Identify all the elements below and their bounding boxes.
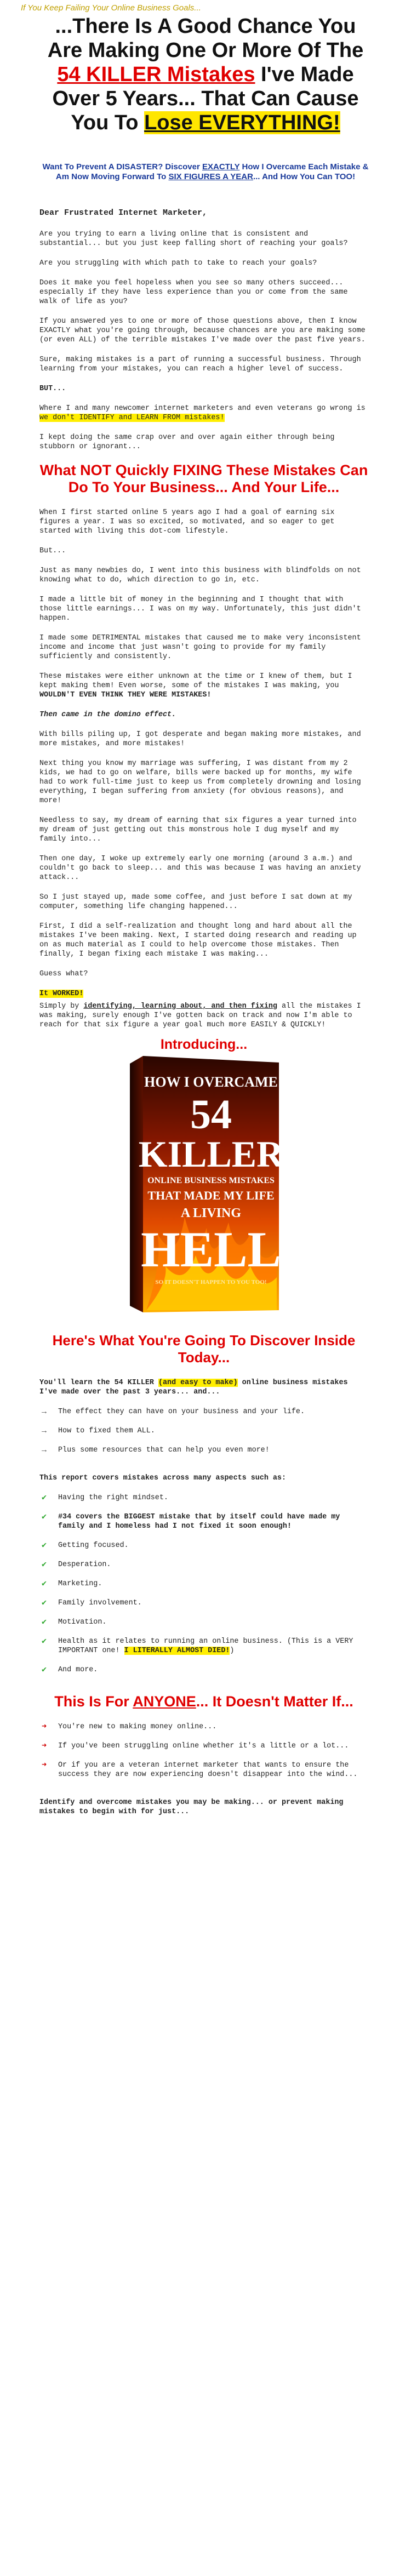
cover-title-line-6: A LIVING xyxy=(180,1206,242,1220)
paragraph: This report covers mistakes across many aspects such as: xyxy=(39,1474,286,1482)
cover-hell: HELL xyxy=(141,1221,281,1277)
list-item xyxy=(39,1426,368,1436)
paragraph: Are you trying to earn a living online that is consistent and substantial... but you just keep falling short of reaching your goals? xyxy=(39,230,348,248)
paragraph: First, I did a self-realization and thought long and hard about all the mistakes I've been making. Next, I started doing research and reading up on as much material as I could to help overcome those mistakes. Then finally, I began fixing each mistake I was making... xyxy=(39,922,357,958)
introducing-heading: Introducing... xyxy=(160,1037,248,1052)
list-item-text: How to fixed them ALL. xyxy=(58,1427,155,1435)
list-item-text: Or if you are a veteran internet marketer that wants to ensure the success they are now experiencing doesn't disappear into the wind... xyxy=(58,1761,358,1779)
list-item xyxy=(39,1618,368,1627)
audience-list xyxy=(39,1722,368,1779)
paragraph: But... xyxy=(39,547,66,555)
highlight-text: (and easy to make) xyxy=(158,1379,238,1387)
red-arrow-icon: ➜ xyxy=(42,1761,47,1770)
cover-tagline: SO IT DOESN'T HAPPEN TO YOU TOO! xyxy=(155,1279,267,1286)
headline-line-2: Are Making One Or More Of The xyxy=(47,39,364,62)
red-arrow-icon: ➜ xyxy=(42,1722,47,1732)
paragraph: Needless to say, my dream of earning that six figures a year turned into my dream of just getting out this monstrous hole I dug myself and my family into... xyxy=(39,816,357,843)
red-arrow-icon: ➜ xyxy=(42,1741,47,1751)
subhead-part-c: Am Now Moving Forward To xyxy=(55,172,169,181)
benefit-list xyxy=(39,1407,368,1455)
list-item-text: The effect they can have on your business and your life. xyxy=(58,1408,305,1416)
paragraph: So I just stayed up, made some coffee, and just before I sat down at my computer, something life changing happened... xyxy=(39,893,352,911)
list-item-text: Family involvement. xyxy=(58,1599,142,1607)
paragraph: Next thing you know my marriage was suffering, I was distant from my 2 kids, we had to go on welfare, bills were backed up for months, my wife had to work full-time just to keep us from completely drowning and losing everything, I began suffering from anxiety (for obvious reasons), and more! xyxy=(39,759,361,805)
list-item xyxy=(39,1741,368,1751)
cover-title-line-4: ONLINE BUSINESS MISTAKES xyxy=(147,1176,275,1185)
list-item-text: You're new to making money online... xyxy=(58,1723,217,1731)
subheadline xyxy=(5,162,406,182)
underline-text: identifying, learning about, and then fixing xyxy=(83,1002,277,1010)
list-item xyxy=(39,1722,368,1732)
subhead-part-b: How I Overcame Each Mistake & xyxy=(239,162,369,172)
paragraph-text: You'll learn the 54 KILLER xyxy=(39,1379,158,1387)
heading-text: ... It Doesn't Matter If... xyxy=(196,1693,353,1710)
arrow-right-icon: → xyxy=(42,1426,47,1436)
paragraph xyxy=(39,404,368,422)
cover-killer: KILLER xyxy=(138,1133,283,1175)
list-item xyxy=(39,1761,368,1779)
section-heading: What NOT Quickly FIXING These Mistakes Can Do To Your Business... And Your Life... xyxy=(39,462,368,495)
paragraph: Then one day, I woke up extremely early one morning (around 3 a.m.) and couldn't go back to sleep... and this was because I was having an anxiety attack... xyxy=(39,855,361,882)
checkmark-icon: ✔ xyxy=(42,1541,47,1550)
paragraph-text: all the mistakes I was making, surely enough I've gotten back on track and now I'm able to reach for that six figure a year goal much more EASILY & QUICKLY! xyxy=(39,1002,361,1029)
list-item xyxy=(39,1598,368,1608)
subhead-underline-2: SIX FIGURES A YEAR xyxy=(168,172,253,181)
cover-number: 54 xyxy=(190,1092,232,1138)
highlight-text: It WORKED! xyxy=(39,990,84,998)
paragraph: I made a little bit of money in the beginning and I thought that with those little earnings... I was on my way. Unfortunately, this just didn't happen. xyxy=(39,596,361,622)
main-headline xyxy=(0,14,411,135)
subhead-part-d: ... And How You Can TOO! xyxy=(253,172,356,181)
checkmark-icon: ✔ xyxy=(42,1665,47,1675)
list-item-text: ) xyxy=(230,1647,235,1655)
cover-title-line-5: THAT MADE MY LIFE xyxy=(147,1189,275,1202)
ebook-cover-image xyxy=(124,1053,283,1316)
heading-underline: ANYONE xyxy=(133,1693,196,1710)
paragraph: Are you struggling with which path to take to reach your goals? xyxy=(39,259,317,267)
list-item xyxy=(39,1579,368,1589)
letter-body xyxy=(39,208,368,1827)
paragraph: I kept doing the same crap over and over again either through being stubborn or ignorant... xyxy=(39,433,335,451)
paragraph-text: These mistakes were either unknown at the time or I knew of them, but I kept making them! Even worse, some of the mistakes I was making, you xyxy=(39,672,352,690)
list-item xyxy=(39,1446,368,1455)
arrow-right-icon: → xyxy=(42,1407,47,1416)
paragraph: Does it make you feel hopeless when you see so many others succeed... especially if they have less experience than you or come from the same walk of life as you? xyxy=(39,279,348,306)
checkmark-icon: ✔ xyxy=(42,1560,47,1569)
list-item-text: Health as it relates to running an online business. (This is a VERY IMPORTANT one! xyxy=(58,1637,353,1655)
list-item-text: Marketing. xyxy=(58,1580,102,1588)
paragraph: If you answered yes to one or more of those questions above, then I know EXACTLY what you're going through, because chances are you are making some (or even ALL) of the terrible mistakes I've made over the past five years. xyxy=(39,317,366,344)
paragraph: Guess what? xyxy=(39,970,88,978)
section-heading: Here's What You're Going To Discover Inside Today... xyxy=(52,1332,356,1366)
section-heading xyxy=(39,1693,368,1710)
paragraph: Identify and overcome mistakes you may be making... or prevent making mistakes to begin with for just... xyxy=(39,1798,344,1816)
checkmark-icon: ✔ xyxy=(42,1512,47,1522)
greeting: Dear Frustrated Internet Marketer, xyxy=(39,208,208,218)
heading-text: This Is For xyxy=(54,1693,133,1710)
paragraph-text: Where I and many newcomer internet marketers and even veterans go wrong is xyxy=(39,404,366,413)
paragraph-text: online business mistakes I've made over the past 3 years... and... xyxy=(39,1379,348,1396)
subhead-underline-1: EXACTLY xyxy=(202,162,240,172)
topics-list xyxy=(39,1493,368,1675)
headline-line-3-rest: I've Made xyxy=(255,63,354,86)
list-item-text: And more. xyxy=(58,1666,98,1674)
headline-highlight: Lose EVERYTHING! xyxy=(144,111,340,134)
headline-line-3 xyxy=(0,62,411,87)
paragraph xyxy=(39,672,368,700)
paragraph: I made some DETRIMENTAL mistakes that caused me to make very inconsistent income and income that just wasn't going to provide for my family sufficiently and consistently. xyxy=(39,634,361,661)
paragraph: Sure, making mistakes is a part of running a successful business. Through learning from your mistakes, you can reach a higher level of success. xyxy=(39,356,361,373)
paragraph: Just as many newbies do, I went into this business with blindfolds on not knowing what to do, which direction to go in, etc. xyxy=(39,567,361,584)
checkmark-icon: ✔ xyxy=(42,1618,47,1627)
highlight-text: we don't IDENTIFY and LEARN FROM mistakes! xyxy=(39,414,225,422)
list-item-text: Motivation. xyxy=(58,1618,107,1626)
paragraph: When I first started online 5 years ago I had a goal of earning six figures a year. I was so excited, so motivated, and so eager to get started with living this dot-com lifestyle. xyxy=(39,509,335,535)
paragraph xyxy=(39,1378,368,1397)
headline-red-text: 54 KILLER Mistakes xyxy=(57,63,255,86)
checkmark-icon: ✔ xyxy=(42,1637,47,1646)
paragraph: BUT... xyxy=(39,385,66,393)
tagline: If You Keep Failing Your Online Business Goals... xyxy=(21,3,201,13)
list-item-text: Plus some resources that can help you even more! xyxy=(58,1446,270,1454)
arrow-right-icon: → xyxy=(42,1446,47,1455)
list-item xyxy=(39,1493,368,1503)
list-item-text: Desperation. xyxy=(58,1561,111,1569)
list-item xyxy=(39,1560,368,1569)
headline-line-5 xyxy=(0,111,411,135)
subhead-part-a: Want To Prevent A DISASTER? Discover xyxy=(42,162,202,172)
highlight-text: I LITERALLY ALMOST DIED! xyxy=(124,1647,230,1655)
paragraph-text: Simply by xyxy=(39,1002,84,1010)
checkmark-icon: ✔ xyxy=(42,1598,47,1608)
paragraph: With bills piling up, I got desperate and began making more mistakes, and more mistakes, and more mistakes! xyxy=(39,730,361,748)
list-item-text: Getting focused. xyxy=(58,1541,129,1550)
headline-line-4: Over 5 Years... That Can Cause xyxy=(52,87,359,110)
headline-line-5-start: You To xyxy=(71,111,145,134)
list-item xyxy=(39,1407,368,1416)
checkmark-icon: ✔ xyxy=(42,1493,47,1503)
list-item xyxy=(39,1637,368,1655)
headline-line-1: ...There Is A Good Chance You xyxy=(55,15,356,38)
checkmark-icon: ✔ xyxy=(42,1579,47,1589)
paragraph: Then came in the domino effect. xyxy=(39,711,176,719)
bold-text: WOULDN'T EVEN THINK THEY WERE MISTAKES! xyxy=(39,691,212,699)
cover-title-line-1: HOW I OVERCAME xyxy=(144,1074,278,1090)
list-item-text: Having the right mindset. xyxy=(58,1494,168,1502)
list-item xyxy=(39,1541,368,1550)
list-item-text: If you've been struggling online whether it's a little or a lot... xyxy=(58,1742,349,1750)
list-item-text: #34 covers the BIGGEST mistake that by itself could have made my family and I homeless had I not fixed it soon enough! xyxy=(58,1513,340,1530)
list-item xyxy=(39,1512,368,1531)
paragraph xyxy=(39,1002,368,1030)
list-item xyxy=(39,1665,368,1675)
paragraph xyxy=(39,989,368,998)
